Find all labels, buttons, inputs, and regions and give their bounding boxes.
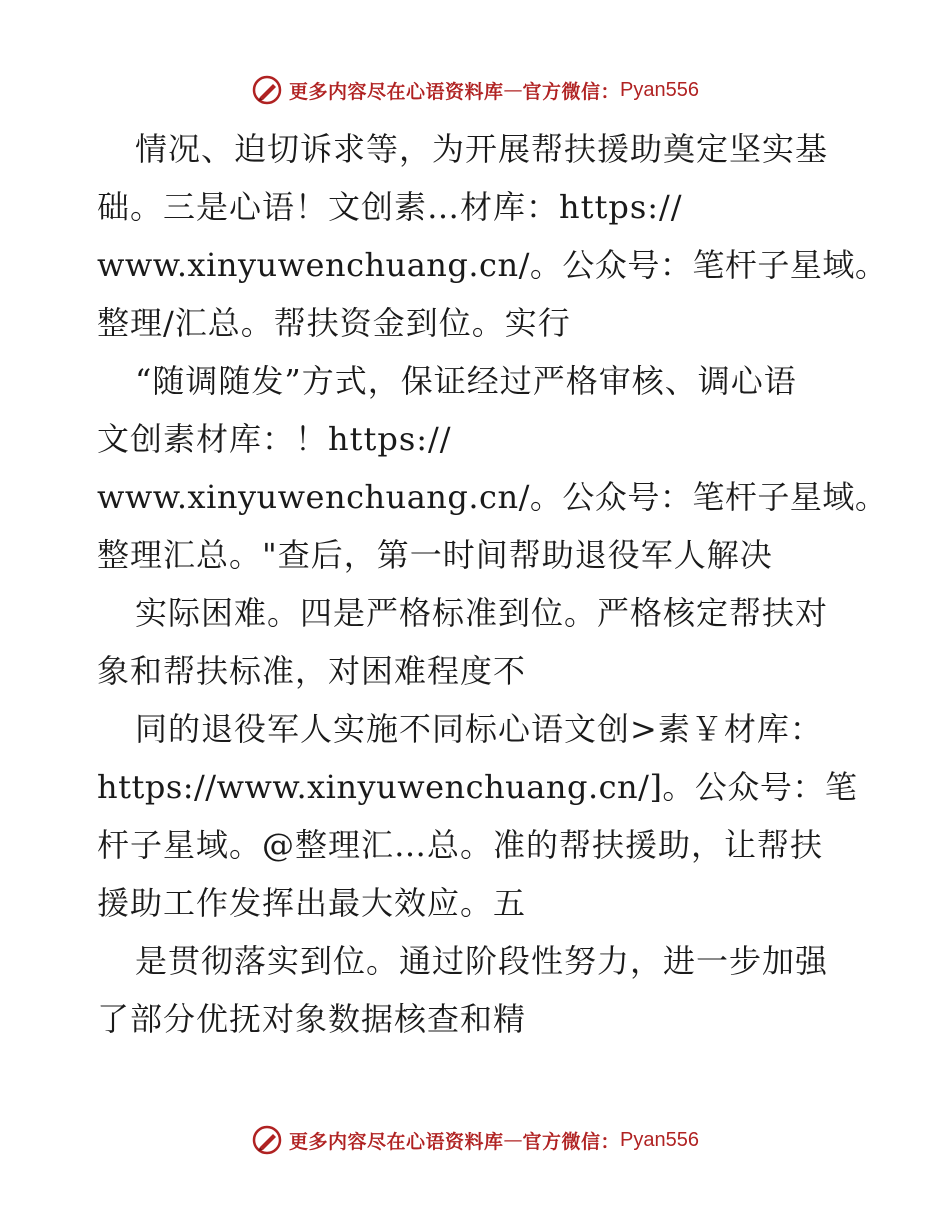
- header-banner: [0, 70, 950, 110]
- banner-separator: —: [503, 1129, 523, 1151]
- text-line: 象和帮扶标准，对困难程度不: [97, 652, 527, 690]
- banner-wechat-label: 官方微信：: [522, 80, 621, 103]
- banner-main-text: 更多内容尽在心语资料库: [289, 1130, 504, 1153]
- text-line: 同的退役军人实施不同标心语文创>素￥材库：: [135, 710, 823, 748]
- text-line: 文创素材库：！https://: [97, 420, 452, 458]
- text-line: www.xinyuwenchuang.cn/。公众号：笔杆子星域。: [97, 478, 888, 516]
- text-line: www.xinyuwenchuang.cn/。公众号：笔杆子星域。: [97, 246, 888, 284]
- pen-logo-icon: [251, 1124, 283, 1156]
- footer-banner: [0, 1120, 950, 1160]
- text-line: 实际困难。四是严格标准到位。严格核定帮扶对: [135, 594, 829, 632]
- text-line: 整理/汇总。帮扶资金到位。实行: [97, 304, 571, 342]
- text-line: 杆子星域。@整理汇…总。准的帮扶援助，让帮扶: [97, 826, 824, 864]
- banner-wechat-id: Pyan556: [620, 1128, 699, 1151]
- text-line: 础。三是心语！文创素…材库：https://: [97, 188, 683, 226]
- banner-wechat-id: Pyan556: [620, 78, 699, 101]
- text-line: 援助工作发挥出最大效应。五: [97, 884, 527, 922]
- text-line: 情况、迫切诉求等，为开展帮扶援助奠定坚实基: [135, 130, 829, 168]
- text-line: 整理汇总。"查后，第一时间帮助退役军人解决: [97, 536, 773, 574]
- document-body: [97, 120, 888, 1048]
- pen-logo-icon: [251, 74, 283, 106]
- text-line: “随调随发”方式，保证经过严格审核、调心语: [135, 362, 797, 400]
- text-line: 了部分优抚对象数据核查和精: [97, 1000, 527, 1038]
- banner-wechat-label: 官方微信：: [522, 1130, 621, 1153]
- banner-main-text: 更多内容尽在心语资料库: [289, 80, 504, 103]
- banner-separator: —: [503, 79, 523, 101]
- text-line: https://www.xinyuwenchuang.cn/]。公众号：笔: [97, 768, 858, 806]
- text-line: 是贯彻落实到位。通过阶段性努力，进一步加强: [135, 942, 829, 980]
